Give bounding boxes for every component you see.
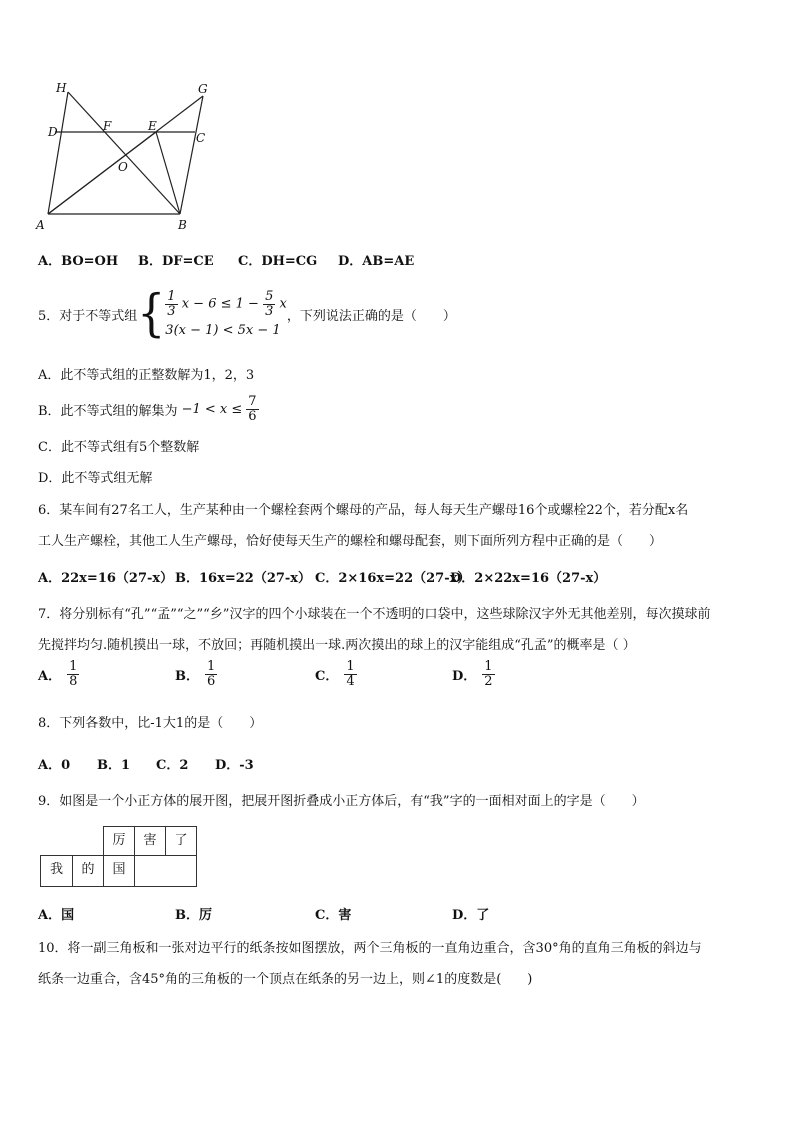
label-c: C	[196, 131, 206, 145]
cube-face-top-3: 了	[165, 826, 197, 856]
cube-face-bottom-2: 的	[72, 855, 104, 887]
q9-option-d[interactable]: D．了	[452, 908, 490, 923]
q6-option-b[interactable]: B．16x=22（27-x）	[175, 571, 312, 586]
q9-option-b[interactable]: B．厉	[175, 908, 212, 923]
q5-prefix: 对于不等式组	[59, 308, 138, 324]
q6-line1: 6．某车间有27名工人，生产某种由一个螺栓套两个螺母的产品，每人每天生产螺母16个或螺栓22个，若分配x名	[38, 503, 689, 518]
q6-option-d[interactable]: D．2×22x=16（27-x）	[450, 571, 607, 586]
q7-option-b[interactable]: B． $\frac{1}{6}$	[175, 659, 216, 689]
geometry-figure	[30, 78, 220, 236]
q9-stem: 9．如图是一个小正方体的展开图，把展开图折叠成小正方体后，有“我”字的一面相对面上的字是（ ）	[38, 794, 645, 809]
q4-option-a[interactable]: A．BO=OH	[38, 254, 119, 269]
q5-option-d[interactable]: D．此不等式组无解	[38, 471, 153, 486]
q8-option-d[interactable]: D．-3	[215, 758, 254, 773]
q7-option-a[interactable]: A． $\frac{1}{8}$	[38, 659, 78, 689]
q5-option-c[interactable]: C．此不等式组有5个整数解	[38, 440, 200, 455]
cube-face-bottom-1: 我	[40, 855, 73, 887]
q8-option-a[interactable]: A．0	[38, 758, 71, 773]
label-a: A	[36, 218, 45, 232]
q7-option-c[interactable]: C． $\frac{1}{4}$	[315, 659, 355, 689]
q5-suffix: ，下列说法正确的是（ ）	[286, 308, 456, 324]
q8-stem: 8．下列各数中，比-1大1的是（ ）	[38, 716, 263, 731]
q9-option-a[interactable]: A．国	[38, 908, 75, 923]
q5-stem	[38, 284, 456, 344]
q7-line2: 先搅拌均匀.随机摸出一球，不放回；再随机摸出一球.两次摸出的球上的汉字能组成“孔孟”的概率是（ ）	[38, 638, 636, 653]
q7-line1: 7．将分别标有“孔”“孟”“之”“乡”汉字的四个小球装在一个不透明的口袋中，这些球除汉字外无其他差别，每次摸球前	[38, 607, 711, 622]
cube-face-bottom-4	[134, 855, 197, 887]
label-d: D	[48, 125, 58, 139]
q7-option-d[interactable]: D． $\frac{1}{2}$	[452, 659, 493, 689]
inequality-2: 3(x − 1) < 5x − 1	[165, 322, 281, 338]
label-h: H	[56, 81, 67, 95]
q5-option-b[interactable]: B．此不等式组的解集为 −1 < x ≤ $\frac{7}{6}$	[38, 393, 257, 424]
q5-number: 5．	[38, 308, 60, 324]
label-f: F	[103, 119, 112, 133]
q4-option-c[interactable]: C．DH=CG	[238, 254, 318, 269]
label-g: G	[198, 82, 208, 96]
label-o: O	[118, 160, 128, 174]
q4-option-d[interactable]: D．AB=AE	[338, 254, 415, 269]
q9-option-c[interactable]: C．害	[315, 908, 352, 923]
cube-face-top-1: 厉	[103, 826, 135, 856]
inequality-system	[165, 290, 287, 337]
q6-option-a[interactable]: A．22x=16（27-x）	[38, 571, 174, 586]
q5-option-a[interactable]: A．此不等式组的正整数解为1，2，3	[38, 368, 255, 383]
q8-option-b[interactable]: B．1	[97, 758, 131, 773]
label-b: B	[178, 218, 187, 232]
cube-face-top-2: 害	[134, 826, 166, 856]
brace-icon: {	[137, 284, 166, 343]
q10-line2: 纸条一边重合，含45°角的三角板的一个顶点在纸条的另一边上，则∠1的度数是( )	[38, 972, 533, 987]
q6-option-c[interactable]: C．2×16x=22（27-x）	[315, 571, 471, 586]
q6-line2: 工人生产螺栓，其他工人生产螺母，恰好使每天生产的螺栓和螺母配套，则下面所列方程中正确的是（ ）	[38, 534, 663, 549]
label-e: E	[148, 119, 157, 133]
cube-face-bottom-3: 国	[103, 855, 135, 887]
q8-option-c[interactable]: C．2	[156, 758, 189, 773]
q4-option-b[interactable]: B．DF=CE	[138, 254, 214, 269]
cube-net	[40, 826, 200, 892]
inequality-1: $\frac{1}{3}$ x − 6 ≤ 1 − $\frac{5}{3}$ x	[167, 289, 287, 319]
q10-line1: 10．将一副三角板和一张对边平行的纸条按如图摆放，两个三角板的一直角边重合，含30°角的直角三角板的斜边与	[38, 941, 702, 956]
